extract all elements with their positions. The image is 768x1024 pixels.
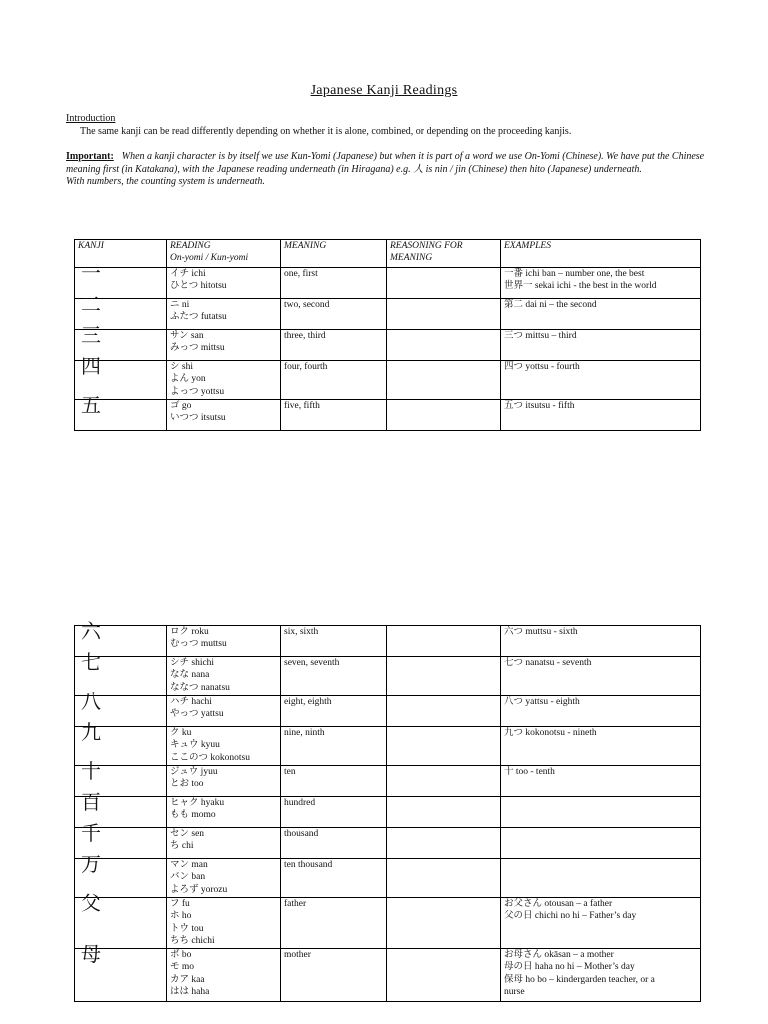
reading-line: ニ ni bbox=[170, 300, 190, 310]
example-line: 九つ kokonotsu - nineth bbox=[504, 728, 597, 738]
reading-cell bbox=[167, 361, 281, 400]
example-line: 第二 dai ni – the second bbox=[504, 300, 597, 310]
table-row bbox=[75, 361, 701, 400]
example-line: 保母 ho bo – kindergarden teacher, or a bbox=[504, 974, 655, 985]
header-reading-sub: On-yomi / Kun-yomi bbox=[170, 253, 249, 264]
kanji-cell: 父 bbox=[75, 898, 167, 949]
reading-line: ハチ hachi bbox=[170, 697, 212, 707]
kanji-cell: 二 bbox=[75, 299, 167, 330]
reasoning-cell bbox=[387, 299, 501, 330]
example-line: 六つ muttsu - sixth bbox=[504, 627, 578, 637]
kanji-cell: 七 bbox=[75, 657, 167, 696]
examples-cell bbox=[501, 828, 701, 859]
reading-cell bbox=[167, 727, 281, 766]
kanji-cell: 十 bbox=[75, 766, 167, 797]
reading-line: カア kaa bbox=[170, 974, 205, 985]
reasoning-cell bbox=[387, 657, 501, 696]
examples-cell bbox=[501, 696, 701, 727]
reasoning-cell bbox=[387, 626, 501, 657]
reading-line: いつつ itsutsu bbox=[170, 413, 226, 424]
reading-line: はは haha bbox=[170, 986, 210, 997]
reading-cell bbox=[167, 898, 281, 949]
reading-cell bbox=[167, 330, 281, 361]
reading-line: キュウ kyuu bbox=[170, 740, 220, 751]
reading-cell bbox=[167, 400, 281, 431]
example-line: 父の日 chichi no hi – Father’s day bbox=[504, 911, 637, 922]
meaning-cell: five, fifth bbox=[281, 400, 387, 431]
examples-cell bbox=[501, 898, 701, 949]
header-reasoning: REASONING FOR MEANING bbox=[387, 240, 501, 268]
reading-line: フ fu bbox=[170, 899, 190, 909]
reading-cell bbox=[167, 299, 281, 330]
meaning-cell: four, fourth bbox=[281, 361, 387, 400]
reading-cell bbox=[167, 696, 281, 727]
reading-line: ちち chichi bbox=[170, 935, 215, 946]
header-kanji: KANJI bbox=[75, 240, 167, 268]
reasoning-cell bbox=[387, 766, 501, 797]
table-row bbox=[75, 898, 701, 949]
example-line: お母さん okāsan – a mother bbox=[504, 950, 614, 960]
table-row bbox=[75, 400, 701, 431]
reading-line: よっつ yottsu bbox=[170, 386, 225, 397]
reasoning-cell bbox=[387, 268, 501, 299]
reading-cell bbox=[167, 859, 281, 898]
kanji-cell: 八 bbox=[75, 696, 167, 727]
meaning-cell: eight, eighth bbox=[281, 696, 387, 727]
reasoning-cell bbox=[387, 727, 501, 766]
reading-line: みっつ mittsu bbox=[170, 343, 225, 354]
example-line: 三つ mittsu – third bbox=[504, 331, 577, 341]
intro-heading: Introduction bbox=[66, 113, 116, 124]
table-row bbox=[75, 696, 701, 727]
reading-line: ボ bo bbox=[170, 950, 192, 960]
reading-line: むっつ muttsu bbox=[170, 639, 227, 650]
reading-cell bbox=[167, 268, 281, 299]
meaning-cell: mother bbox=[281, 949, 387, 1002]
examples-cell bbox=[501, 330, 701, 361]
kanji-table-1 bbox=[74, 239, 701, 431]
reading-line: とお too bbox=[170, 779, 204, 790]
examples-cell bbox=[501, 859, 701, 898]
reading-line: よろず yorozu bbox=[170, 884, 228, 895]
kanji-cell: 母 bbox=[75, 949, 167, 1002]
meaning-cell: ten thousand bbox=[281, 859, 387, 898]
reading-cell bbox=[167, 949, 281, 1002]
reasoning-cell bbox=[387, 797, 501, 828]
reading-line: バン ban bbox=[170, 872, 206, 883]
examples-cell bbox=[501, 361, 701, 400]
reading-cell bbox=[167, 657, 281, 696]
examples-cell bbox=[501, 797, 701, 828]
table-header-row bbox=[75, 240, 701, 268]
meaning-cell: one, first bbox=[281, 268, 387, 299]
kanji-cell: 百 bbox=[75, 797, 167, 828]
reading-line: セン sen bbox=[170, 829, 205, 839]
reading-line: ジュウ jyuu bbox=[170, 767, 218, 777]
example-line: 母の日 haha no hi – Mother’s day bbox=[504, 962, 635, 973]
meaning-cell: six, sixth bbox=[281, 626, 387, 657]
examples-cell bbox=[501, 949, 701, 1002]
table-row bbox=[75, 657, 701, 696]
reading-line: シ shi bbox=[170, 362, 193, 372]
reading-line: ち chi bbox=[170, 841, 194, 852]
reading-line: ふたつ futatsu bbox=[170, 312, 227, 323]
meaning-cell: nine, ninth bbox=[281, 727, 387, 766]
kanji-table-2 bbox=[74, 621, 701, 1002]
reading-cell bbox=[167, 766, 281, 797]
meaning-cell: two, second bbox=[281, 299, 387, 330]
reasoning-cell bbox=[387, 898, 501, 949]
kanji-cell: 三 bbox=[75, 330, 167, 361]
reading-line: ななつ nanatsu bbox=[170, 682, 230, 693]
reading-line: イチ ichi bbox=[170, 269, 206, 279]
header-reading bbox=[167, 240, 281, 268]
important-text: When a kanji character is by itself we use Kun-Yomi (Japanese) but when it is part of a word we use On-Yomi (Chinese). We have put the Chinese meaning first (in Katakana), with the Japanese reading underneath (in Hiragana) e.g. 人 is nin / jin (Chinese) then hito (Japanese) underneath. bbox=[66, 151, 705, 175]
table-row bbox=[75, 766, 701, 797]
meaning-cell: father bbox=[281, 898, 387, 949]
reasoning-cell bbox=[387, 361, 501, 400]
kanji-cell: 六 bbox=[75, 626, 167, 657]
examples-cell bbox=[501, 299, 701, 330]
reading-cell bbox=[167, 797, 281, 828]
reading-line: ロク roku bbox=[170, 627, 209, 637]
kanji-cell: 四 bbox=[75, 361, 167, 400]
reasoning-cell bbox=[387, 400, 501, 431]
table-row bbox=[75, 330, 701, 361]
kanji-cell: 九 bbox=[75, 727, 167, 766]
reading-line: なな nana bbox=[170, 670, 210, 681]
examples-cell bbox=[501, 626, 701, 657]
example-line: 十 too - tenth bbox=[504, 767, 555, 777]
reading-line: ここのつ kokonotsu bbox=[170, 752, 250, 763]
table-row bbox=[75, 626, 701, 657]
example-line: 一番 ichi ban – number one, the best bbox=[504, 269, 645, 279]
reasoning-cell bbox=[387, 859, 501, 898]
kanji-cell: 千 bbox=[75, 828, 167, 859]
reading-cell bbox=[167, 626, 281, 657]
page-title: Japanese Kanji Readings bbox=[310, 83, 458, 98]
example-line: 八つ yattsu - eighth bbox=[504, 697, 580, 707]
table-row bbox=[75, 859, 701, 898]
important-note bbox=[66, 151, 706, 189]
table-row bbox=[75, 949, 701, 1002]
table-row bbox=[75, 727, 701, 766]
examples-cell bbox=[501, 400, 701, 431]
example-line: 四つ yottsu - fourth bbox=[504, 362, 580, 372]
table-row bbox=[75, 299, 701, 330]
kanji-cell: 万 bbox=[75, 859, 167, 898]
meaning-cell: thousand bbox=[281, 828, 387, 859]
header-meaning: MEANING bbox=[281, 240, 387, 268]
examples-cell bbox=[501, 727, 701, 766]
example-line: 世界一 sekai ichi - the best in the world bbox=[504, 281, 657, 292]
examples-cell bbox=[501, 268, 701, 299]
reading-line: ひとつ hitotsu bbox=[170, 281, 227, 292]
meaning-cell: three, third bbox=[281, 330, 387, 361]
intro-text: The same kanji can be read differently depending on whether it is alone, combined, or depending on the proceeding kanjis. bbox=[80, 126, 572, 137]
reading-line: もも momo bbox=[170, 810, 216, 821]
example-line: 七つ nanatsu - seventh bbox=[504, 658, 592, 668]
meaning-cell: ten bbox=[281, 766, 387, 797]
kanji-cell: 一 bbox=[75, 268, 167, 299]
important-text-2: With numbers, the counting system is underneath. bbox=[66, 176, 265, 187]
example-line: 五つ itsutsu - fifth bbox=[504, 401, 575, 411]
reading-cell bbox=[167, 828, 281, 859]
examples-cell bbox=[501, 657, 701, 696]
table-row bbox=[75, 268, 701, 299]
reasoning-cell bbox=[387, 949, 501, 1002]
reasoning-cell bbox=[387, 828, 501, 859]
reading-line: ヒャク hyaku bbox=[170, 798, 225, 808]
header-examples: EXAMPLES bbox=[501, 240, 701, 268]
example-line: nurse bbox=[504, 986, 525, 997]
examples-cell bbox=[501, 766, 701, 797]
header-reading-label: READING bbox=[170, 241, 211, 251]
example-line: お父さん otousan – a father bbox=[504, 899, 613, 909]
important-label: Important: bbox=[66, 151, 114, 162]
reading-line: シチ shichi bbox=[170, 658, 215, 668]
meaning-cell: hundred bbox=[281, 797, 387, 828]
table-row bbox=[75, 797, 701, 828]
reading-line: やっつ yattsu bbox=[170, 709, 224, 720]
reading-line: よん yon bbox=[170, 374, 206, 385]
reasoning-cell bbox=[387, 696, 501, 727]
reading-line: トウ tou bbox=[170, 923, 204, 934]
reading-line: ク ku bbox=[170, 728, 192, 738]
reading-line: ホ ho bbox=[170, 911, 192, 922]
kanji-cell: 五 bbox=[75, 400, 167, 431]
reading-line: サン san bbox=[170, 331, 204, 341]
reading-line: ゴ go bbox=[170, 401, 192, 411]
reasoning-cell bbox=[387, 330, 501, 361]
table-row bbox=[75, 828, 701, 859]
reading-line: モ mo bbox=[170, 962, 195, 973]
meaning-cell: seven, seventh bbox=[281, 657, 387, 696]
reading-line: マン man bbox=[170, 860, 208, 870]
